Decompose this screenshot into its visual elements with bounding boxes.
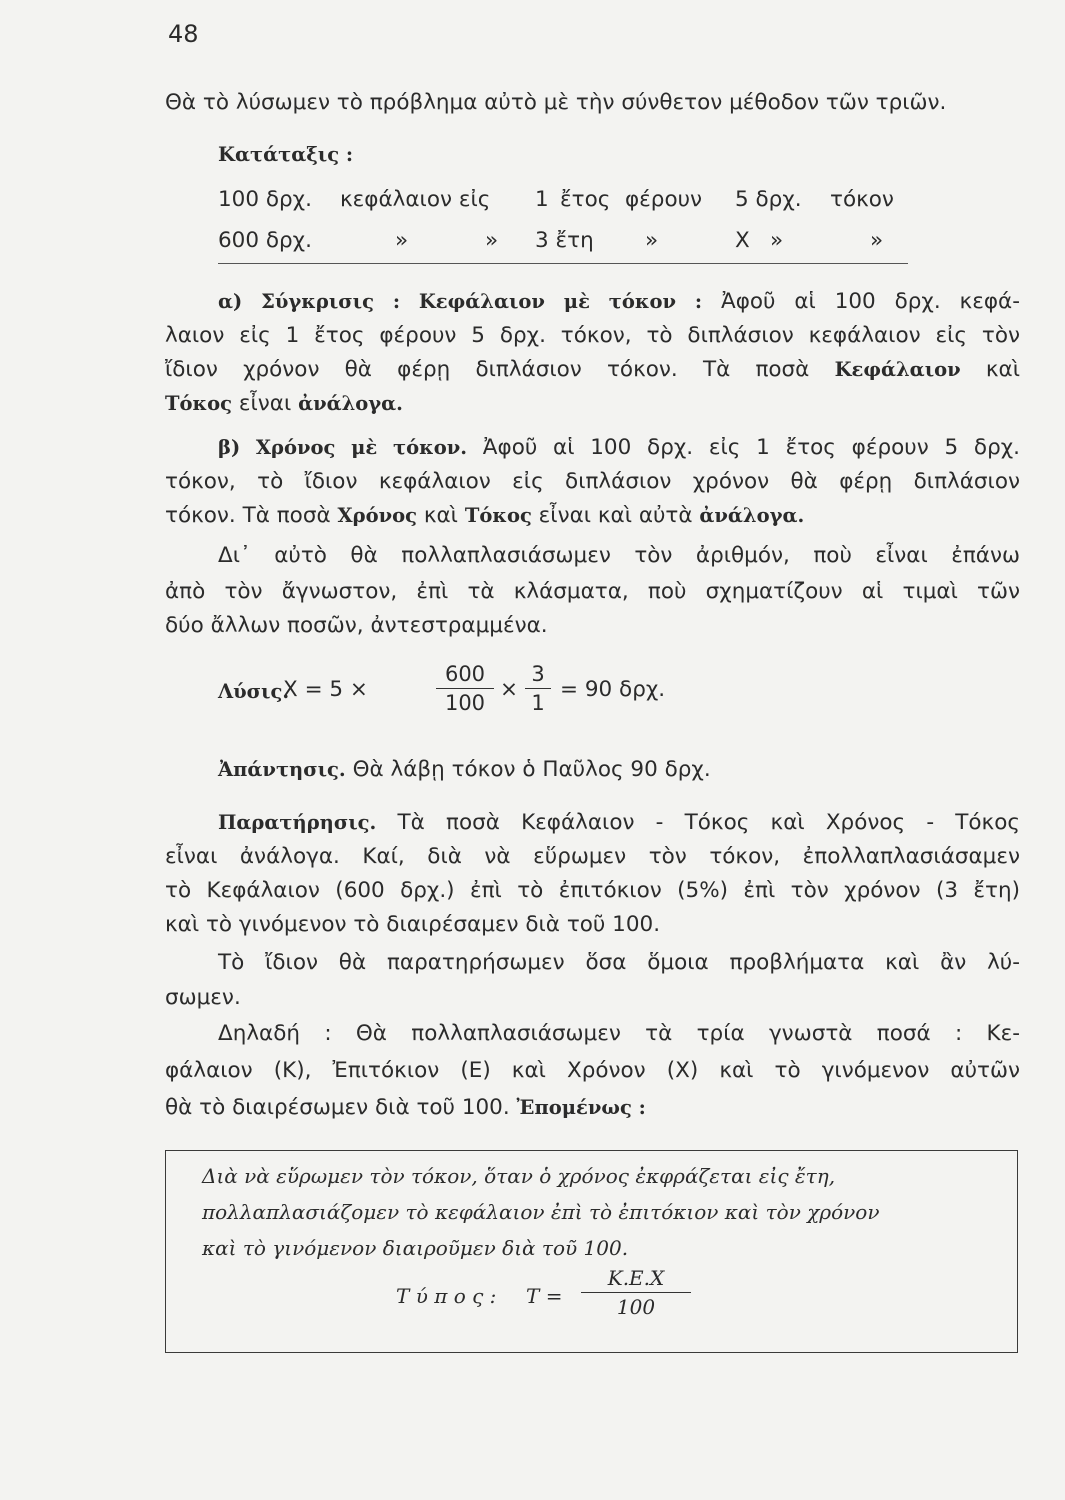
rule-box	[165, 1150, 1018, 1353]
solution-result: = 90 δρχ.	[560, 677, 666, 702]
solution-times: ×	[500, 677, 519, 702]
section-a-line-4: Τόκος εἶναι ἀνάλογα.	[165, 391, 403, 416]
solution-lhs: Χ = 5 ×	[283, 677, 368, 702]
section-a-line-3: ἴδιον χρόνον θὰ φέρῃ διπλάσιον τόκον. Τὰ ποσὰ Κεφάλαιον καὶ	[165, 357, 1020, 382]
fraction-3-1: 3 1	[525, 661, 551, 716]
rule-line-2: πολλαπλασιάζομεν τὸ κεφάλαιον ἐπὶ τὸ ἐπιτόκιον καὶ τὸν χρόνον	[202, 1200, 880, 1224]
remark-line-2: εἶναι ἀνάλογα. Καί, διὰ νὰ εὕρωμεν τὸν τόκον, ἐπολλαπλασιάσαμεν	[165, 844, 1020, 869]
method-line-1: Δι᾿ αὐτὸ θὰ πολλαπλασιάσωμεν τὸν ἀριθμόν, ποὺ εἶναι ἐπάνω	[218, 543, 1020, 568]
separator-rule	[218, 263, 908, 264]
remark-line-1: Παρατήρησις. Τὰ ποσὰ Κεφάλαιον - Τόκος καὶ Χρόνος - Τόκος	[218, 810, 1020, 835]
method-line-2: ἀπὸ τὸν ἄγνωστον, ἐπὶ τὰ κλάσματα, ποὺ σχηματίζουν αἱ τιμαὶ τῶν	[165, 579, 1020, 604]
setup-heading: Κατάταξις :	[218, 143, 354, 166]
section-b-line-2: τόκον, τὸ ἴδιον κεφάλαιον εἰς διπλάσιον χρόνον θὰ φέρῃ διπλάσιον	[165, 469, 1020, 494]
rule-line-1: Διὰ νὰ εὕρωμεν τὸν τόκον, ὅταν ὁ χρόνος ἐκφράζεται εἰς ἔτη,	[202, 1164, 836, 1188]
solution-label: Λύσις.	[218, 680, 290, 703]
answer-line: Ἀπάντησις. Θὰ λάβῃ τόκον ὁ Παῦλος 90 δρχ.	[218, 757, 711, 782]
section-b-line-3: τόκον. Τὰ ποσὰ Χρόνος καὶ Τόκος εἶναι καὶ αὐτὰ ἀνάλογα.	[165, 503, 805, 528]
summary-line-3: θὰ τὸ διαιρέσωμεν διὰ τοῦ 100. Ἐπομένως :	[165, 1095, 646, 1120]
formula-lhs: Τ =	[526, 1284, 563, 1308]
remark-line-4: καὶ τὸ γινόμενον τὸ διαιρέσαμεν διὰ τοῦ 100.	[165, 912, 661, 937]
summary-line-2: φάλαιον (Κ), Ἐπιτόκιον (Ε) καὶ Χρόνον (Χ) καὶ τὸ γινόμενον αὐτῶν	[165, 1058, 1020, 1083]
method-line-3: δύο ἄλλων ποσῶν, ἀντεστραμμένα.	[165, 613, 548, 638]
remark-line-6: σωμεν.	[165, 985, 241, 1010]
formula-label: Τ ύ π ο ς :	[396, 1284, 497, 1308]
page-number: 48	[168, 20, 199, 48]
section-b-line-1: β) Χρόνος μὲ τόκον. Ἀφοῦ αἱ 100 δρχ. εἰς 1 ἔτος φέρουν 5 δρχ.	[218, 435, 1020, 460]
book-page: 48 Θὰ τὸ λύσωμεν τὸ πρόβλημα αὐτὸ μὲ τὴν σύνθετον μέθοδον τῶν τριῶν. Κατάταξις : 100 δρχ. κεφάλαιον εἰς 1 ἔτος φέρουν 5 δρχ. τόκον 600 δρχ. » » 3 ἔτη » Χ » » α) Σύγκρισις : Κεφάλαιον μὲ τόκον : Ἀφοῦ αἱ 100 δρχ. κεφά- λαιον εἰς 1 ἔτος φέρουν 5 δρχ. τόκον, τὸ διπλάσιον κεφάλαιον εἰς τὸν ἴδιον χρόνον θὰ φέρῃ διπλάσιον τόκον. Τὰ ποσὰ Κεφάλαιον καὶ Τόκος εἶναι ἀνάλογα. β) Χρόνος μὲ τόκον. Ἀφοῦ αἱ 100 δρχ. εἰς 1 ἔτος φέρουν 5 δρχ. τόκον, τὸ ἴδιον κεφάλαιον εἰς διπλάσιον χρόνον θὰ φέρῃ διπλάσιον τόκον. Τὰ ποσὰ Χρόνος καὶ Τόκος εἶναι καὶ αὐτὰ ἀνάλογα. Δι᾿ αὐτὸ θὰ πολλαπλασιάσωμεν τὸν ἀριθμόν, ποὺ εἶναι ἐπάνω ἀπὸ τὸν ἄγνωστον, ἐπὶ τὰ κλάσματα, ποὺ σχηματίζουν αἱ τιμαὶ τῶν δύο ἄλλων ποσῶν, ἀντεστραμμένα. Λύσις. Χ = 5 × 600 100 × 3 1 = 90 δρχ. Ἀπάντησις. Θὰ λάβῃ τόκον ὁ Παῦλος 90 δρχ. Παρατήρησις. Τὰ ποσὰ Κεφάλαιον - Τόκος καὶ Χρόνος - Τόκος εἶναι ἀνάλογα. Καί, διὰ νὰ εὕρωμεν τὸν τόκον, ἐπολλαπλασιάσαμεν τὸ Κεφάλαιον (600 δρχ.) ἐπὶ τὸ ἐπιτόκιον (5%) ἐπὶ τὸν χρόνον (3 ἔτη) καὶ τὸ γινόμενον τὸ διαιρέσαμεν διὰ τοῦ 100. Τὸ ἴδιον θὰ παρατηρήσωμεν ὅσα ὅμοια προβλήματα καὶ ἂν λύ- σωμεν. Δηλαδή : Θὰ πολλαπλασιάσωμεν τὰ τρία γνωστὰ ποσά : Κε- φάλαιον (Κ), Ἐπιτόκιον (Ε) καὶ Χρόνον (Χ) καὶ τὸ γινόμενον αὐτῶν θὰ τὸ διαιρέσωμεν διὰ τοῦ 100. Ἐπομένως : Διὰ νὰ εὕρωμεν τὸν τόκον, ὅταν ὁ χρόνος ἐκφράζεται εἰς ἔτη, πολλαπλασιάζομεν τὸ κεφάλαιον ἐπὶ τὸ ἐπιτόκιον καὶ τὸν χρόνον καὶ τὸ γινόμενον διαιροῦμεν διὰ τοῦ 100. Τ ύ π ο ς : Τ = Κ.Ε.Χ 100	[0, 0, 1065, 1500]
summary-line-1: Δηλαδή : Θὰ πολλαπλασιάσωμεν τὰ τρία γνωστὰ ποσά : Κε-	[218, 1021, 1020, 1046]
fraction-600-100: 600 100	[436, 661, 494, 716]
section-a-line-2: λαιον εἰς 1 ἔτος φέρουν 5 δρχ. τόκον, τὸ διπλάσιον κεφάλαιον εἰς τὸν	[165, 323, 1020, 348]
rule-line-3: καὶ τὸ γινόμενον διαιροῦμεν διὰ τοῦ 100.	[202, 1236, 629, 1260]
remark-line-5: Τὸ ἴδιον θὰ παρατηρήσωμεν ὅσα ὅμοια προβλήματα καὶ ἂν λύ-	[218, 950, 1020, 975]
section-a-line-1: α) Σύγκρισις : Κεφάλαιον μὲ τόκον : Ἀφοῦ αἱ 100 δρχ. κεφά-	[218, 289, 1020, 314]
remark-line-3: τὸ Κεφάλαιον (600 δρχ.) ἐπὶ τὸ ἐπιτόκιον (5%) ἐπὶ τὸν χρόνον (3 ἔτη)	[165, 878, 1020, 903]
formula-fraction: Κ.Ε.Χ 100	[581, 1265, 691, 1320]
intro-text: Θὰ τὸ λύσωμεν τὸ πρόβλημα αὐτὸ μὲ τὴν σύνθετον μέθοδον τῶν τριῶν.	[165, 90, 947, 115]
